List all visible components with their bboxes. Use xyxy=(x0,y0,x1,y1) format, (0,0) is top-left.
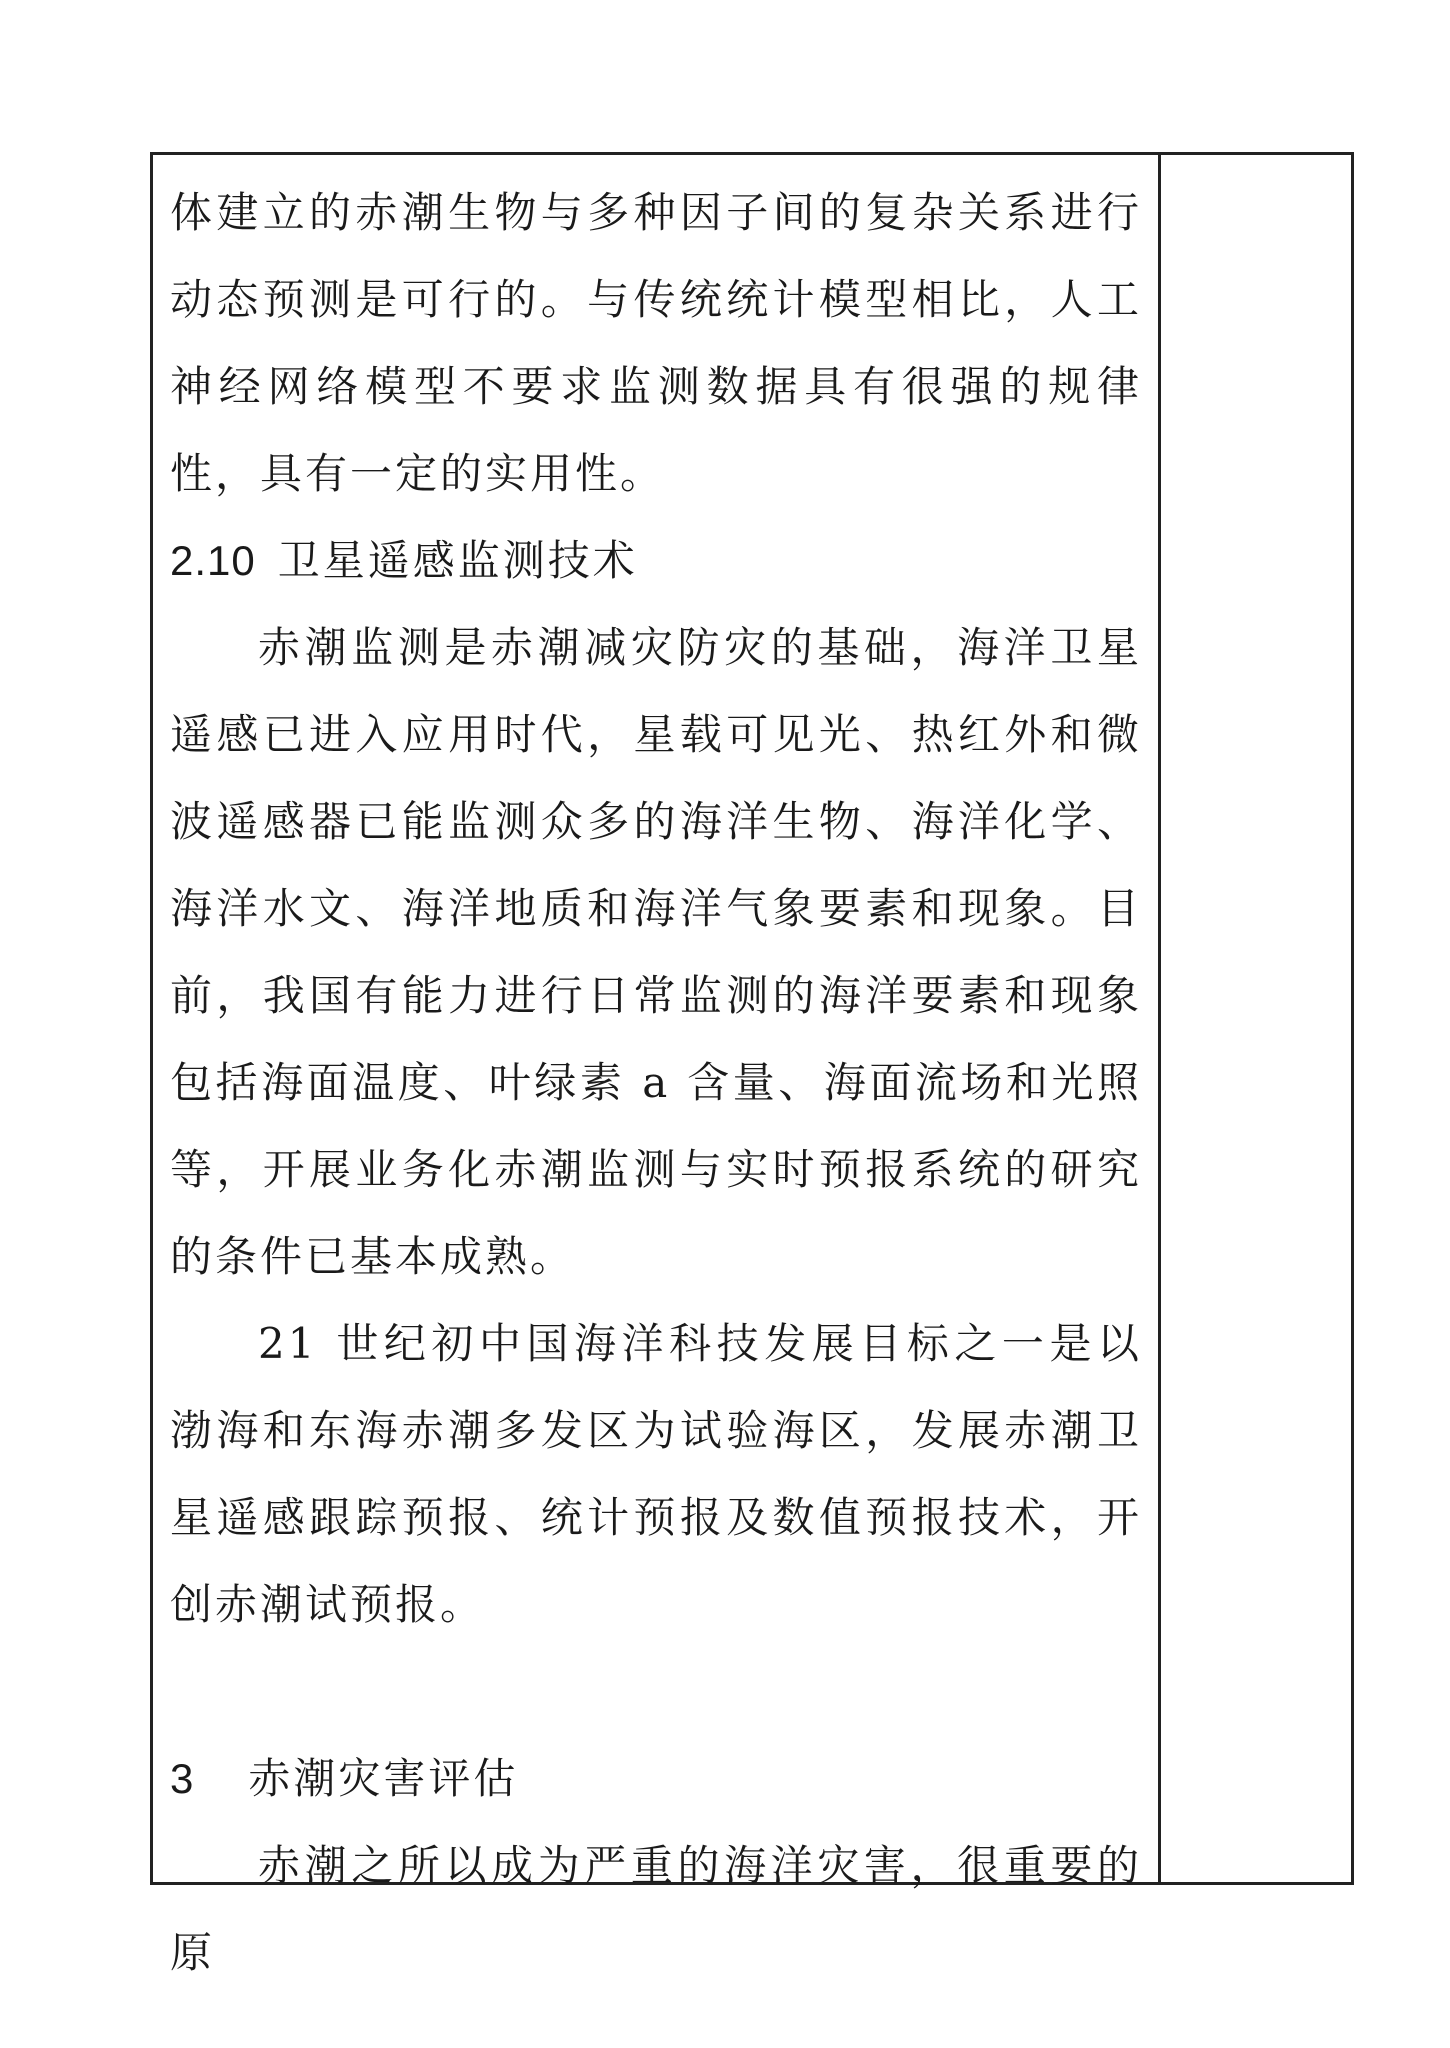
section-number: 2.10 xyxy=(170,537,256,584)
paragraph-satellite-2: 21 世纪初中国海洋科技发展目标之一是以渤海和东海赤潮多发区为试验海区，发展赤潮卫星遥感跟踪预报、统计预报及数值预报技术，开创赤潮试预报。 xyxy=(170,1319,1142,1629)
paragraph-satellite-1: 赤潮监测是赤潮减灾防灾的基础，海洋卫星遥感已进入应用时代，星载可见光、热红外和微波遥感器已能监测众多的海洋生物、海洋化学、海洋水文、海洋地质和海洋气象要素和现象。目前，我国有能力进行日常监测的海洋要素和现象包括海面温度、叶绿素 a 含量、海面流场和光照等，开展业务化赤潮监测与实时预报系统的研究的条件已基本成熟。 xyxy=(170,623,1142,1281)
content-cell xyxy=(153,155,1161,1977)
blank-line xyxy=(170,1648,1142,1735)
section-heading-3 xyxy=(170,1735,1142,1822)
section-title: 赤潮灾害评估 xyxy=(248,1754,519,1803)
paragraph-assessment: 赤潮之所以成为严重的海洋灾害，很重要的原 xyxy=(170,1841,1142,1977)
empty-side-cell xyxy=(1161,155,1351,1882)
text-block xyxy=(170,169,1142,1996)
document-table xyxy=(150,152,1354,1977)
section-number: 3 xyxy=(170,1755,195,1802)
section-title: 卫星遥感监测技术 xyxy=(277,536,638,585)
section-heading-2-10 xyxy=(170,517,1142,604)
paragraph-continued: 体建立的赤潮生物与多种因子间的复杂关系进行动态预测是可行的。与传统统计模型相比，人工神经网络模型不要求监测数据具有很强的规律性，具有一定的实用性。 xyxy=(170,188,1142,498)
